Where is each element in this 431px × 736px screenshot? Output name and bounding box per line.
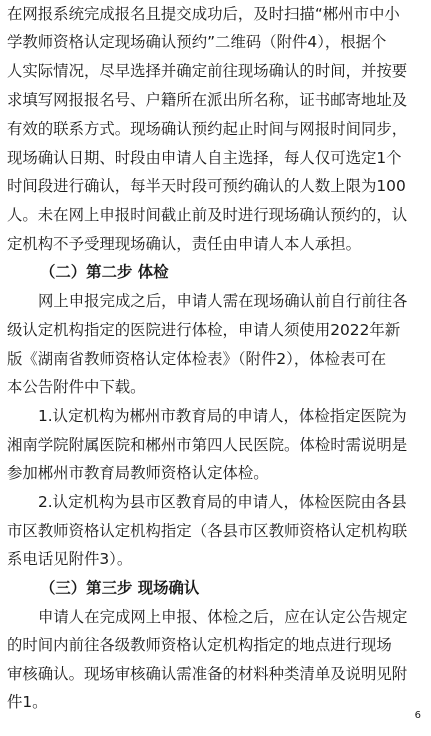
paragraph-line: 系电话见附件3）。 [7, 550, 133, 568]
paragraph-line: 湘南学院附属医院和郴州市第四人民医院。体检时需说明是 [7, 436, 408, 454]
paragraph-line: 定机构不予受理现场确认，责任由申请人本人承担。 [7, 235, 361, 253]
paragraph-line: 2.认定机构为县市区教育局的申请人，体检医院由各县 [38, 493, 407, 511]
paragraph-line: 求填写网报报名号、户籍所在派出所名称，证书邮寄地址及 [7, 91, 408, 109]
paragraph-line: 网上申报完成之后，申请人需在现场确认前自行前往各 [38, 292, 408, 310]
paragraph-line: 审核确认。现场审核确认需准备的材料种类清单及说明见附 [7, 665, 408, 683]
paragraph-line: 的时间内前往各级教师资格认定机构指定的地点进行现场 [7, 636, 392, 654]
paragraph-line: 申请人在完成网上申报、体检之后，应在认定公告规定 [38, 608, 408, 626]
paragraph-line: 版《湖南省教师资格认定体检表》（附件2），体检表可在 [7, 350, 387, 368]
paragraph-line: 学教师资格认定现场确认预约”二维码（附件4），根据个 [7, 33, 387, 51]
paragraph-line: 本公告附件中下载。 [7, 378, 146, 396]
paragraph-line: 1.认定机构为郴州市教育局的申请人，体检指定医院为 [38, 407, 407, 425]
section-heading-step2: （二）第二步 体检 [40, 263, 169, 281]
paragraph-line: 时间段进行确认，每半天时段可预约确认的人数上限为100 [7, 177, 406, 195]
page-number: 6 [414, 710, 421, 721]
paragraph-line: 人。未在网上申报时间截止前及时进行现场确认预约的，认 [7, 206, 408, 224]
paragraph-line: 市区教师资格认定机构指定（各县市区教师资格认定机构联 [7, 522, 408, 540]
paragraph-line: 件1。 [7, 693, 48, 711]
paragraph-line: 现场确认日期、时段由申请人自主选择，每人仅可选定1个 [7, 149, 402, 167]
section-heading-step3: （三）第三步 现场确认 [40, 579, 200, 597]
paragraph-line: 有效的联系方式。现场确认预约起止时间与网报时间同步， [7, 120, 408, 138]
paragraph-line: 级认定机构指定的医院进行体检，申请人须使用2022年新 [7, 321, 401, 339]
paragraph-line: 参加郴州市教育局教师资格认定体检。 [7, 464, 269, 482]
paragraph-line: 在网报系统完成报名且提交成功后，及时扫描“郴州市中小 [7, 5, 400, 23]
paragraph-line: 人实际情况，尽早选择并确定前往现场确认的时间，并按要 [7, 62, 408, 80]
